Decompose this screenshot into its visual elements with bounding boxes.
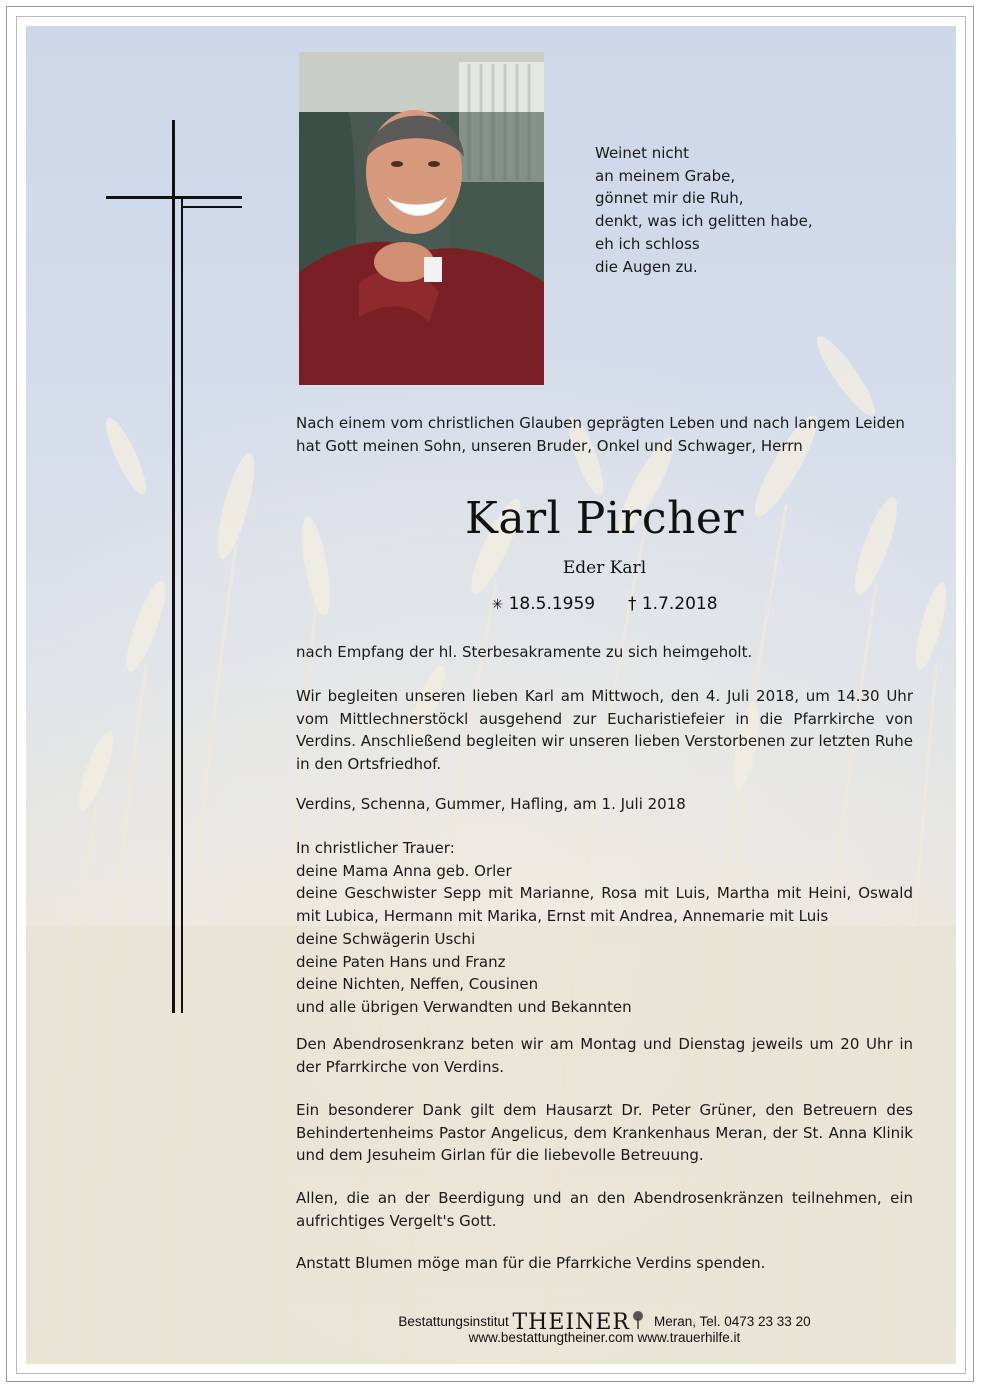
flowers-text: Anstatt Blumen möge man für die Pfarrkiche Verdins spenden.: [296, 1254, 766, 1272]
portrait-image: [299, 52, 544, 385]
mourner-line: deine Geschwister Sepp mit Marianne, Rosa mit Luis, Martha mit Heini, Oswald mit Lubica, Hermann mit Marika, Ernst mit Andrea, Annemarie mit Luis: [296, 884, 913, 926]
mourner-line: deine Schwägerin Uschi: [296, 929, 476, 948]
sacraments-text: nach Empfang der hl. Sterbesakramente zu sich heimgeholt.: [296, 643, 753, 661]
poem: [595, 142, 813, 278]
portrait-photo: [299, 52, 544, 385]
tree-logo-icon: [630, 1310, 646, 1330]
cross-horizontal-inner-line: [181, 206, 242, 208]
intro-text: [296, 412, 913, 457]
place-date-text: Verdins, Schenna, Gummer, Hafling, am 1. Juli 2018: [296, 795, 686, 813]
mourners-block: [296, 837, 913, 1019]
poem-line: eh ich schloss: [595, 234, 700, 253]
poem-line: denkt, was ich gelitten habe,: [595, 212, 813, 231]
mourner-line: deine Mama Anna geb. Orler: [296, 861, 512, 880]
mourner-line: deine Nichten, Neffen, Cousinen: [296, 975, 539, 994]
intro-line-1: Nach einem vom christlichen Glauben geprägten Leben und nach langem Leiden: [296, 414, 905, 432]
poem-line: Weinet nicht: [595, 144, 690, 162]
brand-text: THEINER: [512, 1310, 630, 1335]
deceased-nickname: Eder Karl: [562, 558, 647, 578]
cross-vertical-inner-line: [181, 196, 183, 1013]
death-date: 1.7.2018: [641, 594, 718, 614]
birth-date: 18.5.1959: [508, 594, 596, 614]
mourning-title: In christlicher Trauer:: [296, 839, 455, 857]
intro-line-2: hat Gott meinen Sohn, unseren Bruder, Onkel und Schwager, Herrn: [296, 436, 803, 455]
vergelts-text: Allen, die an der Beerdigung und an den Abendrosenkränzen teilnehmen, ein aufrichtiges Vergelt's Gott.: [296, 1189, 913, 1230]
thanks-text: Ein besonderer Dank gilt dem Hausarzt Dr. Peter Grüner, den Betreuern des Behindertenheims Pastor Angelicus, dem Krankenhaus Meran, der St. Anna Klinik und dem Jesuheim Girlan für die liebevolle Betreuung.: [296, 1101, 913, 1165]
deceased-name: Karl Pircher: [465, 493, 744, 544]
poem-line: gönnet mir die Ruh,: [595, 189, 744, 208]
cross-horizontal-bar: [106, 196, 242, 199]
funeral-home-contact: Meran, Tel. 0473 23 33 20: [653, 1314, 811, 1329]
poem-line: die Augen zu.: [595, 257, 698, 276]
cross-vertical-bar: [172, 120, 175, 1013]
funeral-home-websites: www.bestattungtheiner.com www.trauerhilfe.it: [468, 1330, 741, 1345]
birth-star-icon: ✳: [491, 597, 504, 613]
death-cross-icon: †: [627, 594, 637, 614]
mourner-line: und alle übrigen Verwandten und Bekannten: [296, 997, 632, 1016]
funeral-text: Wir begleiten unseren lieben Karl am Mittwoch, den 4. Juli 2018, um 14.30 Uhr vom Mittlechnerstöckl ausgehend zur Eucharistiefeier in die Pfarrkirche von Verdins. Anschließend begleiten wir unseren lieben Verstorbenen zur letzten Ruhe in den Ortsfriedhof.: [296, 687, 913, 774]
rosary-text: Den Abendrosenkranz beten wir am Montag und Dienstag jeweils um 20 Uhr in der Pfarrkirche von Verdins.: [296, 1035, 913, 1076]
poem-line: an meinem Grabe,: [595, 166, 736, 185]
funeral-home-prefix: Bestattungsinstitut: [398, 1314, 509, 1329]
life-dates: [296, 594, 913, 614]
mourner-line: deine Paten Hans und Franz: [296, 952, 506, 971]
